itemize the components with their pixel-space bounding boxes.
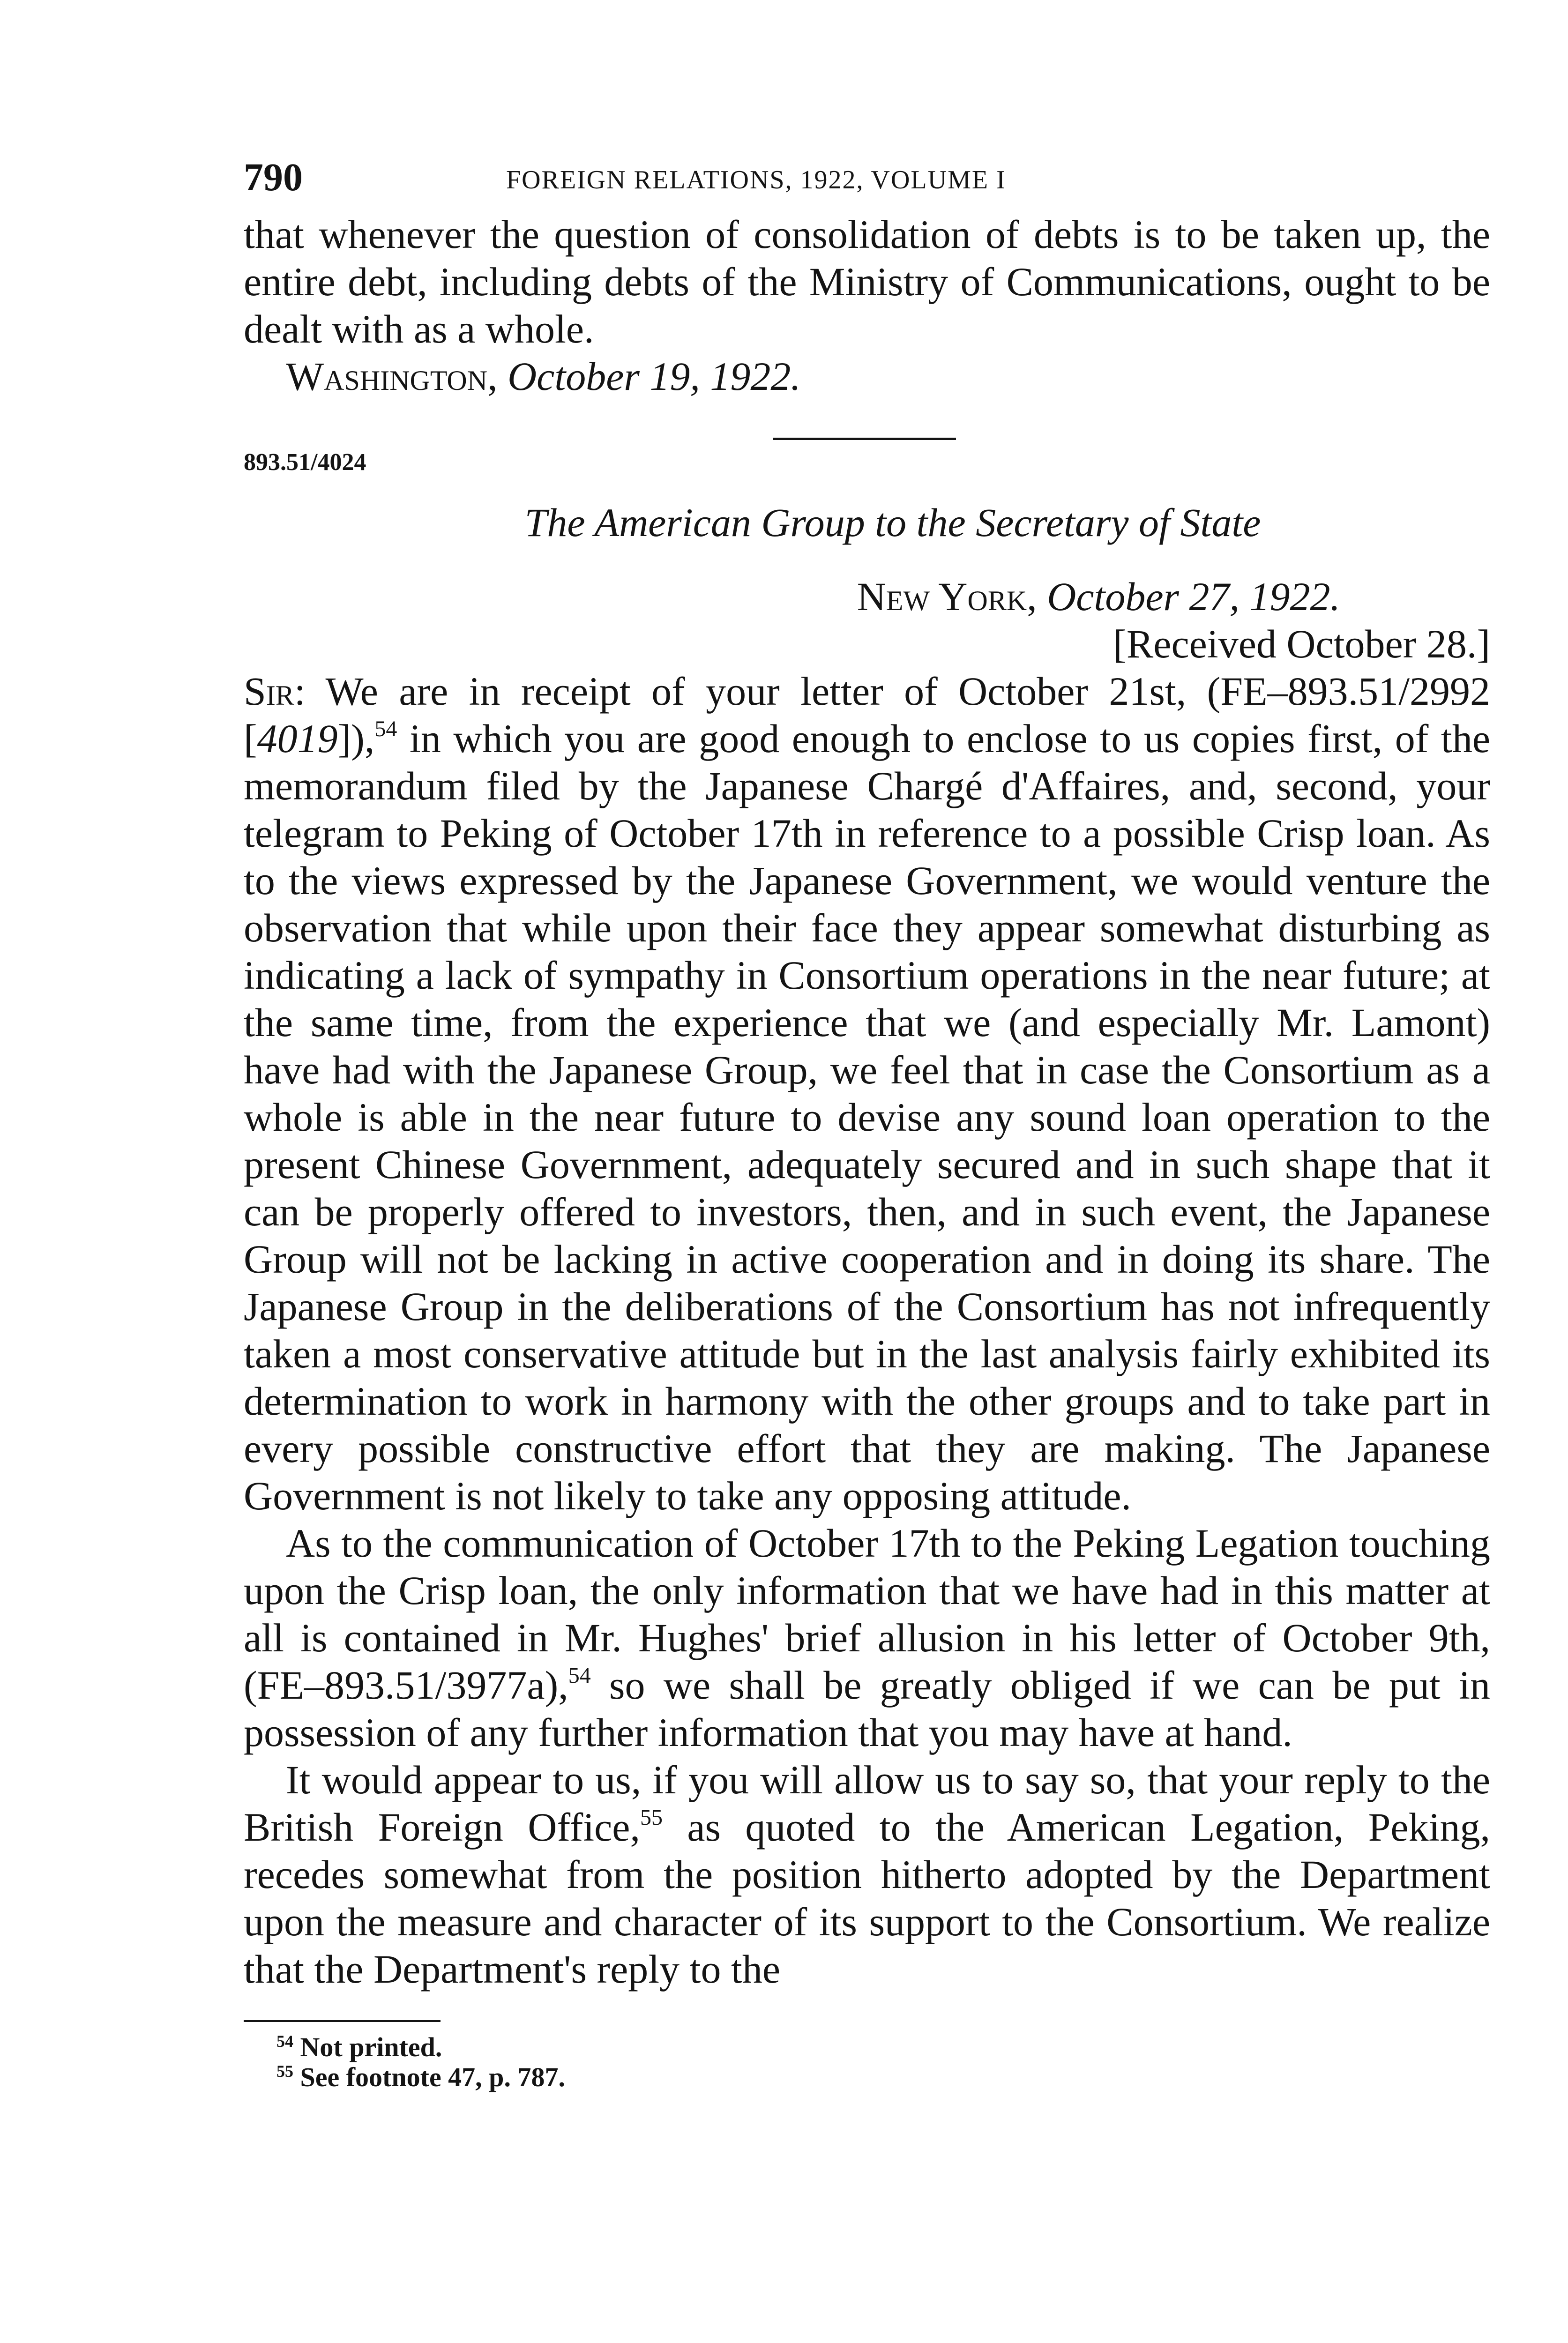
body-paragraph-1 bbox=[244, 668, 1490, 1520]
p1-text-c: in which you are good enough to enclose to us copies first, of the memorandum filed by the Japanese Chargé d'Affaires, and, second, your telegram to Peking of October 17th in reference to a possible Crisp loan. As to the views expressed by the Japanese Government, we would venture the observation that while upon their face they appear somewhat disturbing as indicating a lack of sympathy in Consortium operations in the near future; at the same time, from the experience that we (and especially Mr. Lamont) have had with the Japanese Group, we feel that in case the Consortium as a whole is able in the near future to devise any sound loan operation to the present Chinese Government, adequately secured and in such shape that it can be properly offered to investors, then, and in such event, the Japanese Group will not be lacking in active cooperation and in doing its share. The Japanese Group in the deliberations of the Consortium has not infrequently taken a most conservative attitude but in the last analysis fairly exhibited its determination to work in harmony with the other groups and to take part in every possible constructive effort that they are making. The Japanese Government is not likely to take any opposing attitude. bbox=[244, 716, 1490, 1518]
footnote-number: 54 bbox=[276, 2032, 293, 2051]
letter-dateline: New York, October 27, 1922. bbox=[857, 574, 1340, 619]
running-head: FOREIGN RELATIONS, 1922, VOLUME I bbox=[506, 165, 1006, 194]
continuation-paragraph: that whenever the question of consolidation of debts is to be taken up, the entire debt, including debts of the Ministry of Communications, ought to be dealt with as a whole. bbox=[244, 212, 1490, 351]
body-paragraph-2 bbox=[244, 1520, 1490, 1756]
p1-reference: 4019 bbox=[257, 716, 338, 761]
p2-text-b: so we shall be greatly obliged if we can be put in possession of any further information that you may have at hand. bbox=[244, 1663, 1490, 1755]
document-title: The American Group to the Secretary of State bbox=[524, 500, 1261, 545]
footnote-number: 55 bbox=[276, 2062, 293, 2081]
received-note: [Received October 28.] bbox=[1113, 621, 1490, 666]
p1-text-a: : We are in receipt of your letter of October 21st, (FE–893.51/2992 [ bbox=[244, 669, 1490, 761]
dateline-place: Washington bbox=[286, 354, 488, 399]
letter-place: New York bbox=[857, 574, 1027, 619]
page-header bbox=[244, 155, 1490, 211]
footnote-divider bbox=[244, 2020, 441, 2022]
footnote-marker: 55 bbox=[640, 1805, 663, 1830]
footnote-marker: 54 bbox=[568, 1663, 591, 1688]
page-number: 790 bbox=[244, 156, 303, 199]
footnote bbox=[244, 2032, 1490, 2062]
footnote-marker: 54 bbox=[374, 716, 397, 741]
p2-text-a: As to the communication of October 17th to the Peking Legation touching upon the Crisp loan, the only information that we have had in this matter at all is contained in Mr. Hughes' brief allusion in his letter of October 9th, (FE–893.51/3977a), bbox=[244, 1521, 1490, 1708]
letter-date: October 27, 1922. bbox=[1047, 574, 1340, 619]
body-paragraph-3 bbox=[244, 1756, 1490, 1993]
footnote bbox=[244, 2062, 1490, 2092]
salutation: Sir bbox=[244, 669, 294, 714]
document-page bbox=[244, 155, 1490, 2092]
p3-text-a: It would appear to us, if you will allow us to say so, that your reply to the British Foreign Office, bbox=[244, 1757, 1490, 1850]
p1-text-b: ]), bbox=[337, 716, 375, 761]
section-divider bbox=[773, 438, 956, 440]
dateline-date: October 19, 1922. bbox=[508, 354, 801, 399]
footnote-text: Not printed. bbox=[300, 2032, 442, 2062]
closing-dateline: Washington, October 19, 1922. bbox=[286, 354, 801, 399]
footnote-text: See footnote 47, p. 787. bbox=[300, 2062, 565, 2092]
p3-text-b: as quoted to the American Legation, Peking, recedes somewhat from the position hitherto adopted by the Department upon the measure and character of its support to the Consortium. We realize that the Department's reply to the bbox=[244, 1805, 1490, 1992]
file-number: 893.51/4024 bbox=[244, 449, 366, 476]
